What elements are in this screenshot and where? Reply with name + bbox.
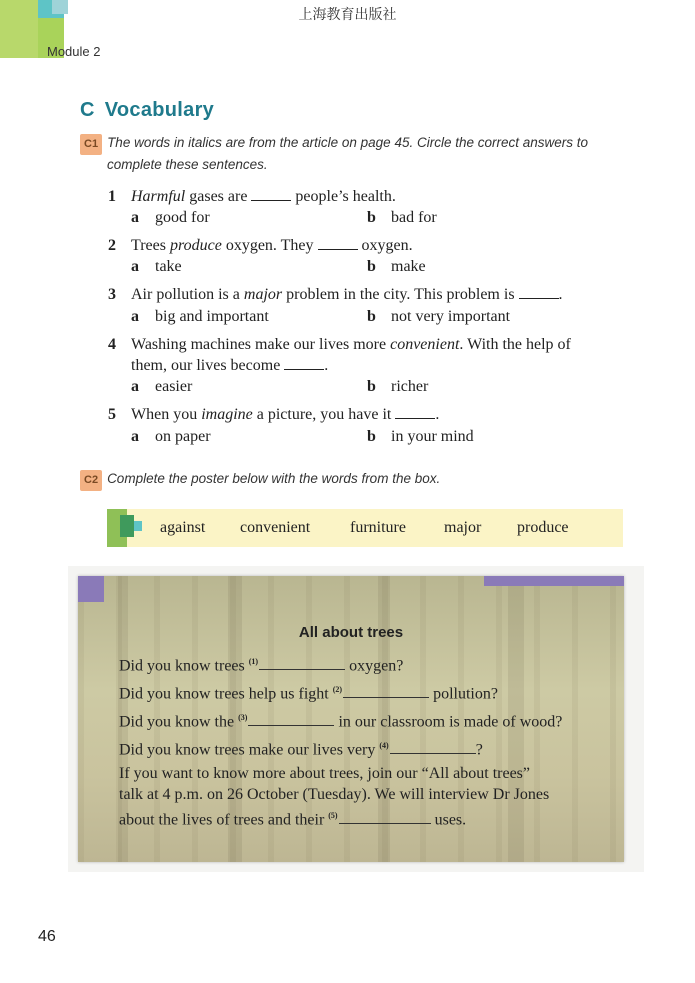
poster <box>78 576 624 862</box>
option-text: bad for <box>391 209 437 226</box>
option-5a[interactable] <box>131 426 211 447</box>
poster-text: uses. <box>430 811 467 829</box>
blank-number: (1) <box>248 657 259 666</box>
blank-number: (3) <box>238 713 248 722</box>
option-4b[interactable] <box>367 376 428 397</box>
question-5 <box>108 404 439 425</box>
option-text: richer <box>391 378 429 395</box>
question-1 <box>108 186 396 207</box>
option-label: a <box>131 378 139 395</box>
question-text: Air pollution is a <box>131 286 244 303</box>
c1-instruction-line1: The words in italics are from the article on page 45. Circle the correct answers to <box>107 135 589 150</box>
question-text: . <box>558 286 563 303</box>
question-2 <box>108 235 413 256</box>
c1-badge: C1 <box>80 134 102 155</box>
italic-word: major <box>243 286 283 303</box>
poster-text: Did you know trees make our lives very <box>119 741 380 759</box>
section-letter: C <box>80 99 95 121</box>
answer-blank[interactable] <box>395 405 435 419</box>
poster-text: in our classroom is made of wood? <box>334 713 563 731</box>
poster-question-1 <box>119 651 403 676</box>
answer-blank[interactable] <box>318 236 358 250</box>
question-text: oxygen. They <box>221 237 318 254</box>
word-box-icon <box>120 515 134 537</box>
poster-paragraph-line1: If you want to know more about trees, join our “All about trees” <box>119 765 530 782</box>
c2-instruction <box>80 469 440 491</box>
option-text: on paper <box>155 428 211 445</box>
word-box-icon <box>134 521 142 531</box>
answer-blank[interactable] <box>284 356 324 370</box>
poster-question-4 <box>119 735 483 760</box>
option-label: a <box>131 258 139 275</box>
italic-word: convenient <box>390 336 460 353</box>
publisher-header: 上海教育出版社 <box>298 7 397 23</box>
option-label: a <box>131 308 139 325</box>
poster-corner-tag <box>78 576 104 602</box>
poster-text: oxygen? <box>345 657 404 675</box>
option-2b[interactable] <box>367 256 426 277</box>
italic-word: Harmful <box>131 188 186 205</box>
question-text: . <box>435 406 440 423</box>
option-text: take <box>155 258 182 275</box>
poster-blank[interactable] <box>339 812 431 824</box>
poster-question-3 <box>119 707 562 732</box>
question-number: 2 <box>108 237 116 254</box>
question-text: oxygen. <box>357 237 413 254</box>
option-label: a <box>131 209 139 226</box>
poster-text: ? <box>475 741 483 759</box>
option-1b[interactable] <box>367 207 437 228</box>
word-box-item[interactable]: produce <box>517 519 569 536</box>
question-4 <box>108 334 571 376</box>
option-text: make <box>391 258 426 275</box>
poster-paragraph-line2: talk at 4 p.m. on 26 October (Tuesday). We will interview Dr Jones <box>119 786 550 803</box>
question-text: . <box>324 357 329 374</box>
italic-word: imagine <box>201 406 253 423</box>
poster-corner-tag <box>484 576 624 586</box>
word-box <box>107 509 623 547</box>
option-text: easier <box>155 378 193 395</box>
option-text: in your mind <box>391 428 474 445</box>
option-label: b <box>367 378 376 395</box>
word-box-item[interactable]: major <box>444 519 482 536</box>
question-text: When you <box>131 406 202 423</box>
question-text: . With the help of <box>459 336 571 353</box>
poster-text: Did you know the <box>119 713 239 731</box>
module-label: Module 2 <box>47 44 101 59</box>
option-2a[interactable] <box>131 256 182 277</box>
poster-text: Did you know trees <box>119 657 249 675</box>
poster-text: Did you know trees help us fight <box>119 685 333 703</box>
question-text: a picture, you have it <box>252 406 396 423</box>
question-number: 5 <box>108 406 116 423</box>
option-label: b <box>367 258 376 275</box>
option-label: a <box>131 428 139 445</box>
question-text: Washing machines make our lives more <box>131 336 391 353</box>
option-label: b <box>367 308 376 325</box>
question-text: them, our lives become <box>131 357 285 374</box>
option-3b[interactable] <box>367 306 510 327</box>
option-4a[interactable] <box>131 376 192 397</box>
poster-blank[interactable] <box>259 658 345 670</box>
question-text: people’s health. <box>291 188 396 205</box>
answer-blank[interactable] <box>519 285 559 299</box>
c2-badge: C2 <box>80 470 102 491</box>
option-3a[interactable] <box>131 306 269 327</box>
poster-blank[interactable] <box>248 714 334 726</box>
answer-blank[interactable] <box>251 187 291 201</box>
blank-number: (5) <box>328 811 338 820</box>
c1-instruction <box>80 133 588 174</box>
poster-question-2 <box>119 679 498 704</box>
question-text: problem in the city. This problem is <box>282 286 519 303</box>
option-5b[interactable] <box>367 426 474 447</box>
page-number: 46 <box>38 928 56 945</box>
word-box-item[interactable]: convenient <box>240 519 311 536</box>
word-box-item[interactable]: furniture <box>350 519 406 536</box>
question-text: Trees <box>131 237 170 254</box>
poster-title: All about trees <box>298 624 404 641</box>
poster-blank[interactable] <box>390 742 476 754</box>
question-4-line2 <box>108 355 571 376</box>
option-label: b <box>367 428 376 445</box>
italic-word: produce <box>169 237 222 254</box>
question-3 <box>108 284 563 305</box>
question-number: 4 <box>108 336 116 353</box>
blank-number: (2) <box>332 685 343 694</box>
question-number: 3 <box>108 286 116 303</box>
poster-paragraph-line3 <box>119 805 466 830</box>
c2-instruction-text: Complete the poster below with the words from the box. <box>107 471 441 486</box>
word-box-item[interactable]: against <box>160 519 206 536</box>
section-title <box>80 99 214 122</box>
c1-instruction-line2: complete these sentences. <box>107 157 268 172</box>
question-number: 1 <box>108 188 116 205</box>
blank-number: (4) <box>379 741 389 750</box>
option-text: big and important <box>155 308 269 325</box>
question-text: gases are <box>185 188 252 205</box>
poster-text: pollution? <box>429 685 498 703</box>
section-name: Vocabulary <box>104 99 215 121</box>
option-1a[interactable] <box>131 207 210 228</box>
option-text: good for <box>155 209 210 226</box>
option-label: b <box>367 209 376 226</box>
poster-text: about the lives of trees and their <box>119 811 329 829</box>
option-text: not very important <box>391 308 511 325</box>
poster-blank[interactable] <box>343 686 429 698</box>
